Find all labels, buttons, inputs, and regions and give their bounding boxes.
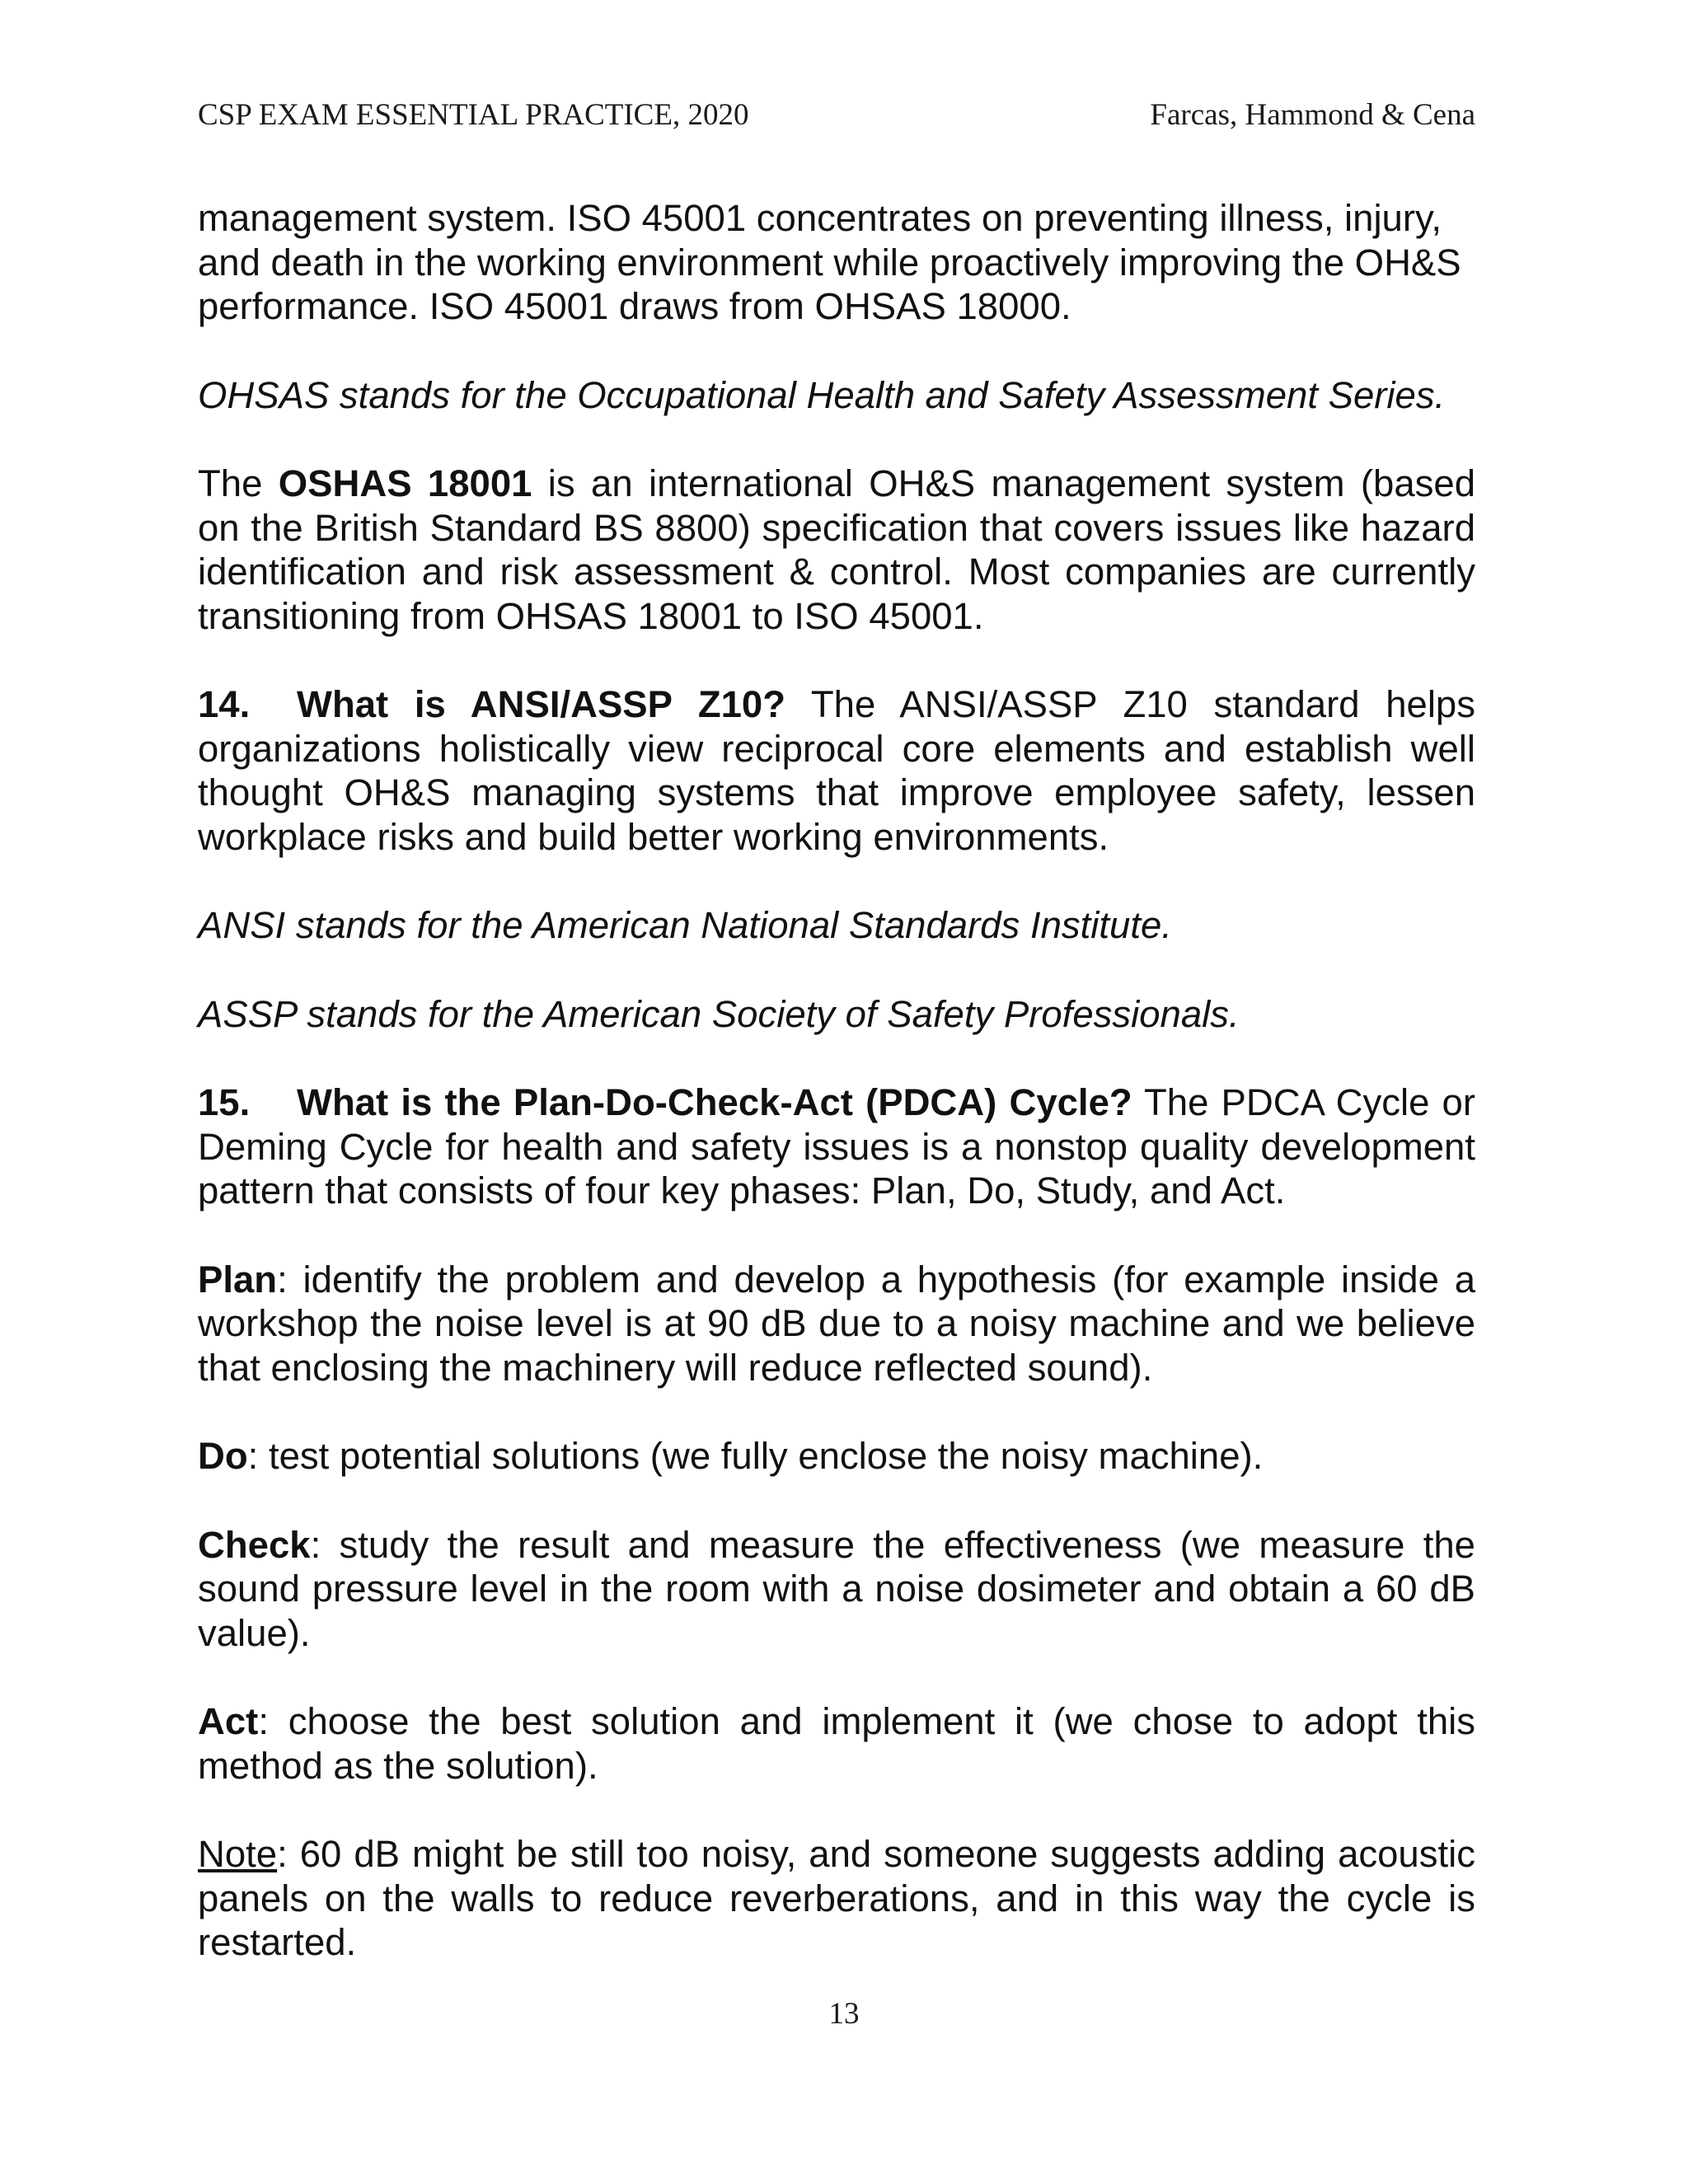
paragraph-oshas-18001 [198,462,1475,638]
paragraph-act [198,1699,1475,1788]
page-body [198,196,1475,2009]
term-plan: Plan [198,1258,278,1301]
paragraph-ohsas-definition: OHSAS stands for the Occupational Health and Safety Assessment Series. [198,373,1446,416]
question-number: 15. [198,1081,251,1123]
term-act: Act [198,1700,259,1742]
paragraph-do [198,1434,1475,1479]
term-note: Note [198,1833,278,1875]
paragraph-iso-45001: management system. ISO 45001 concentrates on preventing illness, injury, and death in the working environment while proactively improving the OH&S performance. ISO 45001 draws from OHSAS 18000. [198,197,1461,327]
question-number: 14. [198,683,251,725]
text-run: : identify the problem and develop a hypothesis (for example inside a workshop the noise level is at 90 dB due to a noisy machine and we believe that enclosing the machinery will reduce reflected sound). [198,1258,1475,1389]
bold-term: OSHAS 18001 [278,462,532,504]
header-title: CSP EXAM ESSENTIAL PRACTICE, 2020 [198,98,749,132]
paragraph-check [198,1523,1475,1656]
question-15 [198,1080,1475,1213]
text-run: : 60 dB might be still too noisy, and someone suggests adding acoustic panels on the walls to reduce reverberations, and in this way the cycle is restarted. [198,1833,1475,1963]
header-authors: Farcas, Hammond & Cena [1150,98,1475,132]
paragraph-ansi-definition: ANSI stands for the American National Standards Institute. [198,904,1172,946]
paragraph-note [198,1832,1475,1965]
term-do: Do [198,1435,248,1477]
paragraph-assp-definition: ASSP stands for the American Society of Safety Professionals. [198,992,1240,1035]
term-check: Check [198,1523,311,1566]
running-header [198,97,1475,147]
text-run: : test potential solutions (we fully enclose the noisy machine). [247,1435,1264,1477]
answer-text: The ANSI/ASSP Z10 standard helps organizations holistically view reciprocal core elements and establish well thought OH&S managing systems that improve employee safety, lessen workplace risks and build better working environments. [198,683,1475,858]
question-text: What is ANSI/ASSP Z10? [297,683,786,725]
question-14 [198,682,1475,859]
question-text: What is the Plan-Do-Check-Act (PDCA) Cycle? [297,1081,1132,1123]
text-run: is an international OH&S management system (based on the British Standard BS 8800) specification that covers issues like hazard identification and risk assessment & control. Most companies are currently transitioning from OHSAS 18001 to ISO 45001. [198,462,1475,637]
page-number: 13 [828,1997,860,2031]
text-run: : study the result and measure the effectiveness (we measure the sound pressure level in the room with a noise dosimeter and obtain a 60 dB value). [198,1523,1475,1654]
answer-text: The PDCA Cycle or Deming Cycle for health and safety issues is a nonstop quality development pattern that consists of four key phases: Plan, Do, Study, and Act. [198,1081,1475,1212]
paragraph-plan [198,1258,1475,1390]
text-run: : choose the best solution and implement it (we chose to adopt this method as the solution). [198,1700,1475,1787]
text-run: The [198,462,279,504]
